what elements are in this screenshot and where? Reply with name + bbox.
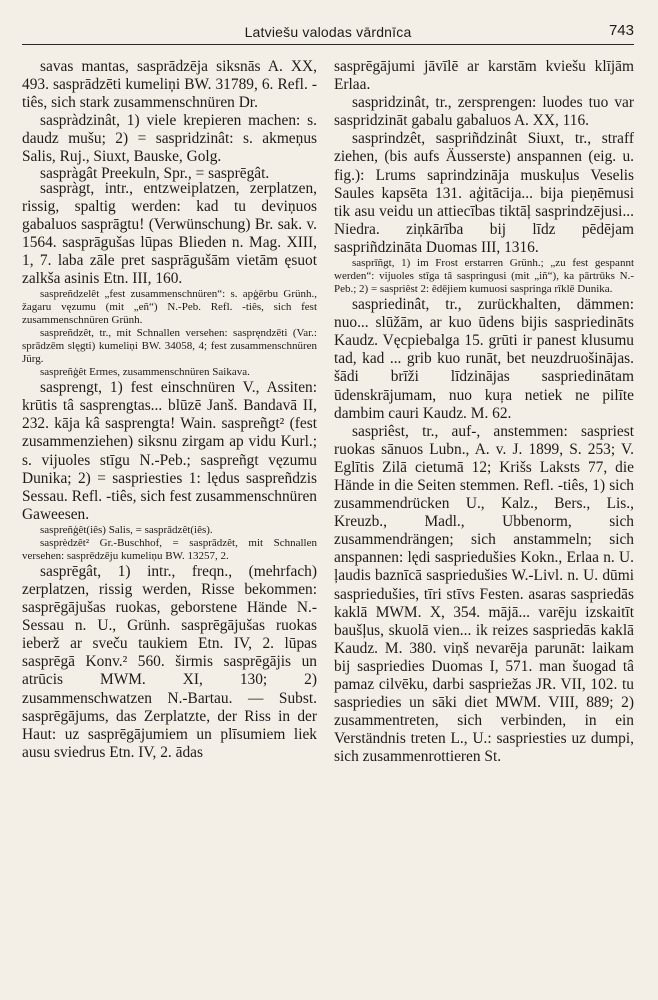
entry-paragraph: sasprīñgt, 1) im Frost erstarren Grünh.; „zu fest gespannt werden“: vijuoles stīga tâ saspringusi (mit „iñ“), ka pārtrūks N.-Peb.; 2) = saspriêst 2: ēdējiem kumuosi saspringa rīklē Dunika. xyxy=(334,257,634,296)
entry-paragraph: sasprēgājumi jāvīlē ar karstām kviešu klījām Erlaa. xyxy=(334,58,634,94)
page-number: 743 xyxy=(608,22,634,39)
left-column xyxy=(22,58,317,994)
entry-paragraph: saspriêst, tr., auf-, anstemmen: saspriest ruokas sānuos Lubn., A. v. J. 1899, S. 253; V. Eglītis Zilā cietumā 12; Krišs Laksts 77, die Hände in die Seiten stemmen. Refl. -tiês, 1) sich zusammendrücken U., Kalz., Bers., Lis., Kreuzb., Madl., Ubbenorm, sich zusammendrängen; sich anstammeln; sich anspannen: lędi saspriedušies Kokn., Erlaa n. U. ļaudis baznīcā saspriedušies W.-Livl. n. U. dūmi saspriedušies, tīri stīvs Festen. asaras saspriedās kaklā MWM. X, 354. mājā... varēju izskaitīt baušļus, skuolā vien... ik reizes saspriedās kaklā Kaudz. M. 380. viņš nevarēja parunāt: laikam bij saspriedies Duomas I, 571. man šuogad tâ pamaz cilvēku, darbi saspriežas JR. VII, 102. tu saspriedies un sāki diet MWM. VIII, 889; 2) zusammentreten, sich verbinden, in ein Verständnis treten L., U.: saspriesties uz dumpi, sich zusammenrottieren St. xyxy=(334,422,634,766)
entry-paragraph: sasprēgât, 1) intr., freqn., (mehrfach) zerplatzen, rissig werden, Risse bekommen: sasprēgājušas ruokas, geborstene Hände N.-Sessau n. U., Grünh. sasprēgājušas ruokas ieberž ar sveču taukiem Etn. IV, 2. lūpas sasprēgā Konv.² 560. širmis sasprēgājis un atrūcis MWM. XI, 130; 2) zusammenschwatzen N.-Bartau. — Subst. sasprēgājums, das Zerplatzte, der Riss in der Haut: uz sasprēgājumiem un plīsumiem liek ausu sviedrus Etn. IV, 2. ādas xyxy=(22,562,317,761)
entry-paragraph: sasprindzêt, saspriñdzinât Siuxt, tr., straff ziehen, (bis aufs Äusserste) anspannen (eig. u. fig.): Lrums saprindzināja muskuļus Veselis Saules kapsēta 131. aģitācija... bija pieņēmusi tik asu veidu un attiecības tiktāļ sasprindzējusi... Niedra. ziņkārība bij līdz pēdējam saspriñdzināta Duomas III, 1316. xyxy=(334,130,634,256)
header-title: Latviešu valodas vārdnīca xyxy=(244,24,412,40)
entry-paragraph: saspreñģêt(iês) Salis, = sasprādzêt(iês). xyxy=(40,523,213,536)
entry-paragraph: savas mantas, sasprādzēja siksnās A. XX, 493. sasprādzēti kumeliņi BW. 31789, 6. Refl. -tiês, sich stark zusammenschnüren Dr. xyxy=(22,58,317,112)
entry-paragraph: saspreñdzêt, tr., mit Schnallen versehen: saspręndzēti (Var.: sprādzēm slęgti) kumeliņi BW. 34058, 4; fest zusammenschnüren Jürg. xyxy=(22,327,317,366)
entry-paragraph: saspràgât Preekuln, Spr., = sasprēgât. xyxy=(40,164,270,182)
entry-paragraph: saspràgt, intr., entzweiplatzen, zerplatzen, rissig, spaltig werden: kad tu deviņuos gabaluos sasprāgtu! (Verwünschung) Br. sak. v. 1564. sasprāgušas lūpas Blieden n. Mag. XIII, 1, 7. laba zāle pret sasprāgušām vietām ęsuot zalkša asinis Etn. III, 160. xyxy=(22,179,317,288)
running-header xyxy=(22,22,634,45)
entry-paragraph: saspreñdzelêt „fest zusammenschnüren“: s. apģērbu Grünh., žagaru vęzumu (mit „eñ“) N.-Peb. Refl. -tiês, sich fest zusammenschnüren Grünh. xyxy=(22,288,317,327)
entry-paragraph: saspridzinât, tr., zersprengen: luodes tuo var saspridzināt gabalu gabaluos A. XX, 116. xyxy=(334,94,634,130)
right-column xyxy=(334,58,634,994)
entry-paragraph: saspràdzinât, 1) viele krepieren machen: s. daudz mušu; 2) = saspridzinât: s. akmeņus Salis, Ruj., Siuxt, Bauske, Golg. xyxy=(22,112,317,166)
entry-paragraph: sasprengt, 1) fest einschnüren V., Assiten: krūtis tâ sasprengtas... blūzē Janš. Bandavā II, 232. kāja kâ sasprengta! Wain. saspreñgt² (fest zusammenziehen) siksnu zirgam ap vidu Kurl.; s. vijuoles stīgu N.-Peb.; saspreñgt vęzumu Dunika; 2) = saspriesties 1: lędus saspreñdzis Sessau. Refl. -tiês, sich fest zusammenschnüren Gaweesen. xyxy=(22,379,317,523)
entry-paragraph: saspriedinât, tr., zurückhalten, dämmen: nuo... slūžām, ar kuo ūdens bijis saspriedināts Kaudz. Vęcpiebalga 15. grūti ir panest klusumu tad, kad ... grib kuo runāt, bet neuzdruošinājas. šādi brīži līdzinājas saspriedinātam ūdenskrājumam, nuo kuŗa netiek ne pilīte dambim cauri Kaudz. M. 62. xyxy=(334,296,634,422)
entry-paragraph: sasprèdzêt² Gr.-Buschhof, = sasprādzêt, mit Schnallen versehen: sasprēdzēju kumeliņu BW. 13257, 2. xyxy=(22,536,317,562)
entry-paragraph: saspreñģêt Ermes, zusammenschnüren Saikava. xyxy=(40,366,250,379)
